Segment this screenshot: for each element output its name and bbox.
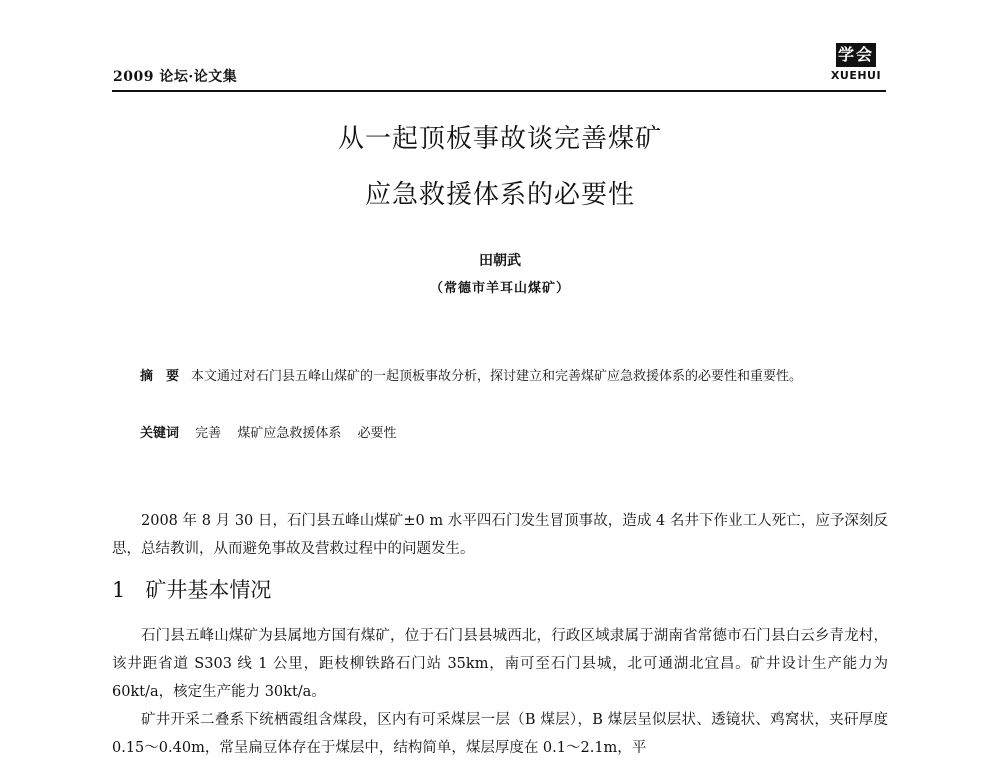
xuehui-logo bbox=[826, 43, 886, 82]
logo-text: XUEHUI bbox=[830, 69, 882, 82]
author-name: 田朝武 bbox=[479, 253, 521, 269]
section-title: 矿井基本情况 bbox=[145, 578, 272, 602]
title-line-2: 应急救援体系的必要性 bbox=[364, 180, 635, 210]
intro-paragraph: 2008 年 8 月 30 日，石门县五峰山煤矿±0 m 水平四石门发生冒顶事故，造成 4 名井下作业工人死亡，应予深刻反思，总结教训，从而避免事故及营救过程中的问题发生。 bbox=[112, 513, 888, 557]
keyword-item: 煤矿应急救援体系 bbox=[237, 426, 342, 441]
body-paragraph: 矿井开采二叠系下统栖霞组含煤段，区内有可采煤层一层（B 煤层），B 煤层呈似层状、透镜状、鸡窝状，夹矸厚度 0.15～0.40m，常呈扁豆体存在于煤层中，结构简单，煤层厚度在 0.1～2.1m，平 bbox=[112, 712, 888, 756]
keywords-label: 关键词 bbox=[140, 426, 180, 441]
journal-header: 2009 论坛·论文集 bbox=[113, 69, 238, 85]
section-heading bbox=[112, 574, 271, 604]
header-divider bbox=[112, 90, 886, 92]
keyword-item: 完善 bbox=[195, 426, 222, 441]
abstract-text: 本文通过对石门县五峰山煤矿的一起顶板事故分析，探讨建立和完善煤矿应急救援体系的必要性和重要性。 bbox=[191, 369, 803, 384]
body-paragraph: 石门县五峰山煤矿为县属地方国有煤矿，位于石门县县城西北，行政区域隶属于湖南省常德市石门县白云乡青龙村，该井距省道 S303 线 1 公里，距枝柳铁路石门站 35km，南可至石门县城，北可通湖北宜昌。矿井设计生产能力为 60kt/a，核定生产能力 30kt/a。 bbox=[112, 628, 888, 700]
section-number: 1 bbox=[112, 578, 126, 602]
logo-mark-icon: 学会 bbox=[836, 43, 876, 67]
keywords bbox=[140, 422, 888, 441]
title-line-1: 从一起顶板事故谈完善煤矿 bbox=[337, 124, 662, 154]
abstract-label: 摘 要 bbox=[140, 369, 180, 384]
keyword-item: 必要性 bbox=[357, 426, 397, 441]
abstract bbox=[140, 364, 888, 390]
author-affiliation: （常德市羊耳山煤矿） bbox=[429, 281, 570, 296]
